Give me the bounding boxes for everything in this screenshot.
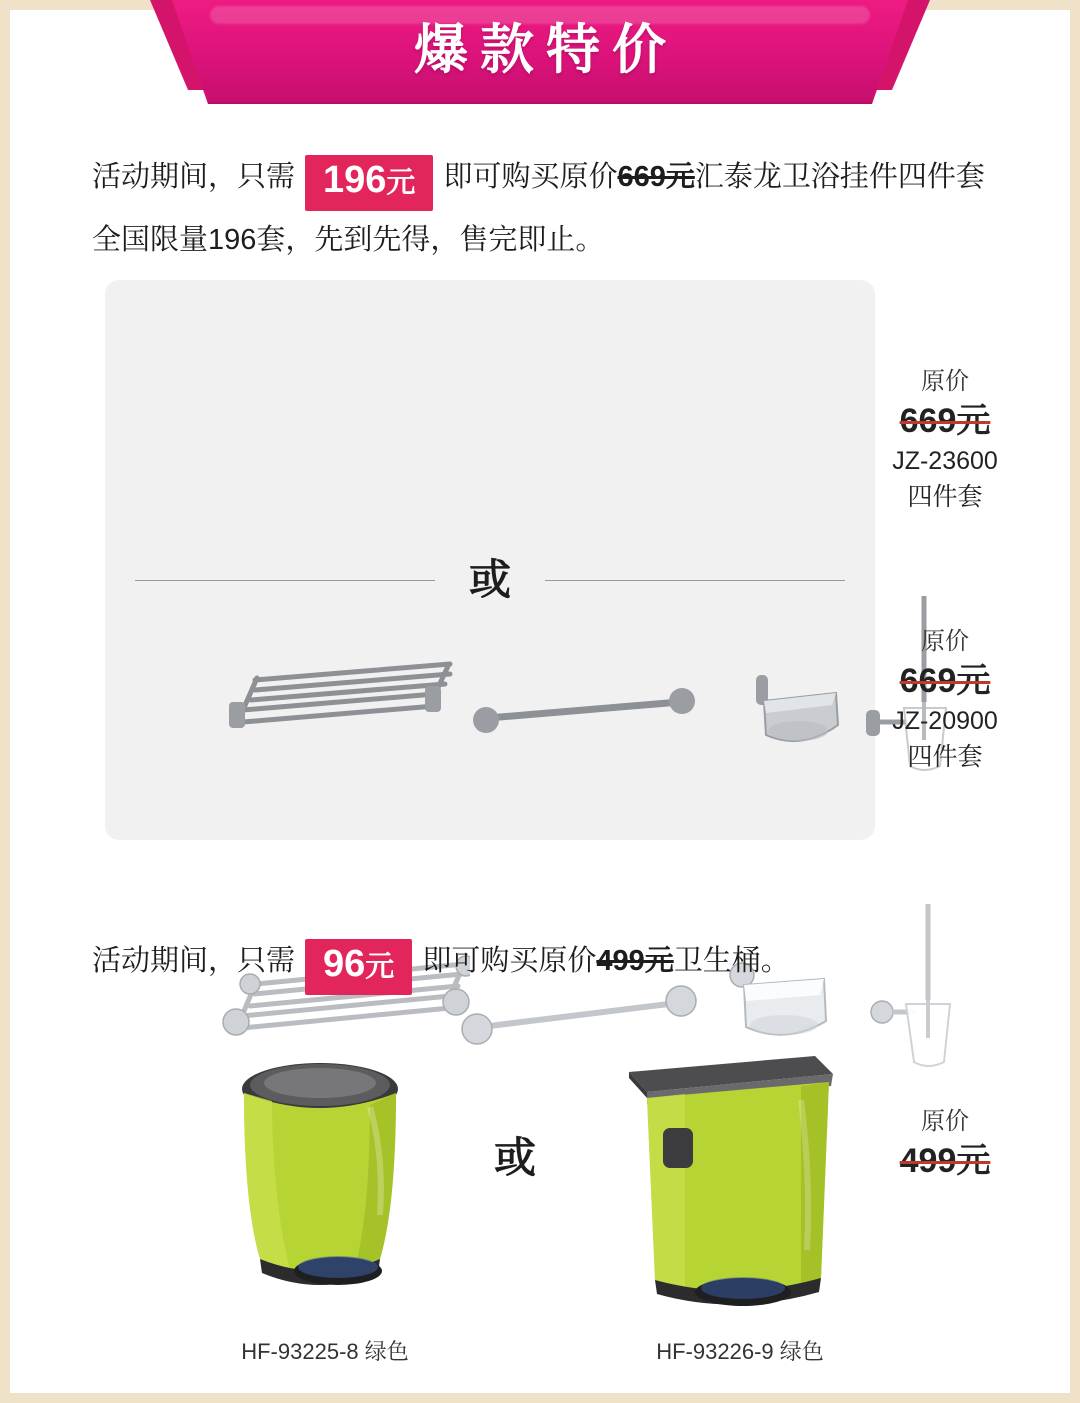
- divider-line-right: [545, 580, 845, 581]
- set1-kind: 四件套: [907, 483, 983, 511]
- price-label-set-2: [855, 625, 1035, 775]
- promo-banner: [0, 0, 1080, 112]
- price-chip2-amount: 96: [323, 943, 366, 985]
- promo1-suffix: 汇泰龙卫浴挂件四件套: [694, 161, 985, 193]
- promo2-mid: 即可购买原价: [422, 945, 597, 977]
- price-chip-96: [305, 939, 412, 995]
- promo2-suffix: 卫生桶。: [673, 945, 790, 977]
- promo-text-block-1: [92, 148, 992, 269]
- bin-caption-1: HF-93225-8 绿色: [241, 1339, 409, 1364]
- bin-orig-label: 原价: [921, 1108, 969, 1135]
- product-panel: [105, 280, 875, 840]
- panel-divider: [125, 550, 855, 610]
- toilet-paper-holder-brushed-icon: [740, 665, 850, 780]
- price-chip-amount: 196: [323, 159, 387, 201]
- promo1-mid: 即可购买原价: [443, 161, 618, 193]
- promo-line-1: [92, 148, 992, 211]
- set2-kind: 四件套: [907, 743, 983, 771]
- price-chip2-unit: 元: [365, 951, 395, 983]
- promo1-prefix: 活动期间，只需: [92, 161, 296, 193]
- set2-orig-label: 原价: [921, 628, 969, 655]
- set2-orig-amount: 669元: [899, 662, 991, 700]
- set1-model: JZ-23600: [892, 447, 998, 475]
- pedal-bin-round-image: [220, 1045, 420, 1310]
- banner-title: 爆款特价: [414, 20, 678, 80]
- divider-line-left: [135, 580, 435, 581]
- bin-orig-amount: 499元: [899, 1142, 991, 1180]
- price-label-bin: [855, 1105, 1035, 1183]
- promo2-original-price: 499元: [596, 945, 674, 977]
- promo2-prefix: 活动期间，只需: [92, 945, 296, 977]
- promo-line-3: [92, 932, 992, 995]
- towel-shelf-brushed-icon: [225, 650, 455, 765]
- promo-text-block-2: [92, 932, 992, 995]
- set2-model: JZ-20900: [892, 707, 998, 735]
- price-label-set-1: [855, 365, 1035, 515]
- divider-or-text: 或: [468, 556, 511, 603]
- price-chip-unit: 元: [386, 167, 416, 199]
- bin-caption-2: HF-93226-9 绿色: [656, 1339, 824, 1364]
- set1-orig-amount: 669元: [899, 402, 991, 440]
- towel-bar-brushed-icon: [470, 680, 700, 755]
- price-chip-196: [305, 155, 433, 211]
- bins-divider-or-text: 或: [493, 1134, 536, 1181]
- promo-line-2: 全国限量196套，先到先得，售完即止。: [92, 224, 605, 256]
- set1-orig-label: 原价: [921, 368, 969, 395]
- pedal-bin-rect-image: [615, 1040, 845, 1315]
- banner-ribbon-shape: [150, 0, 930, 106]
- promo1-original-price: 669元: [617, 161, 695, 193]
